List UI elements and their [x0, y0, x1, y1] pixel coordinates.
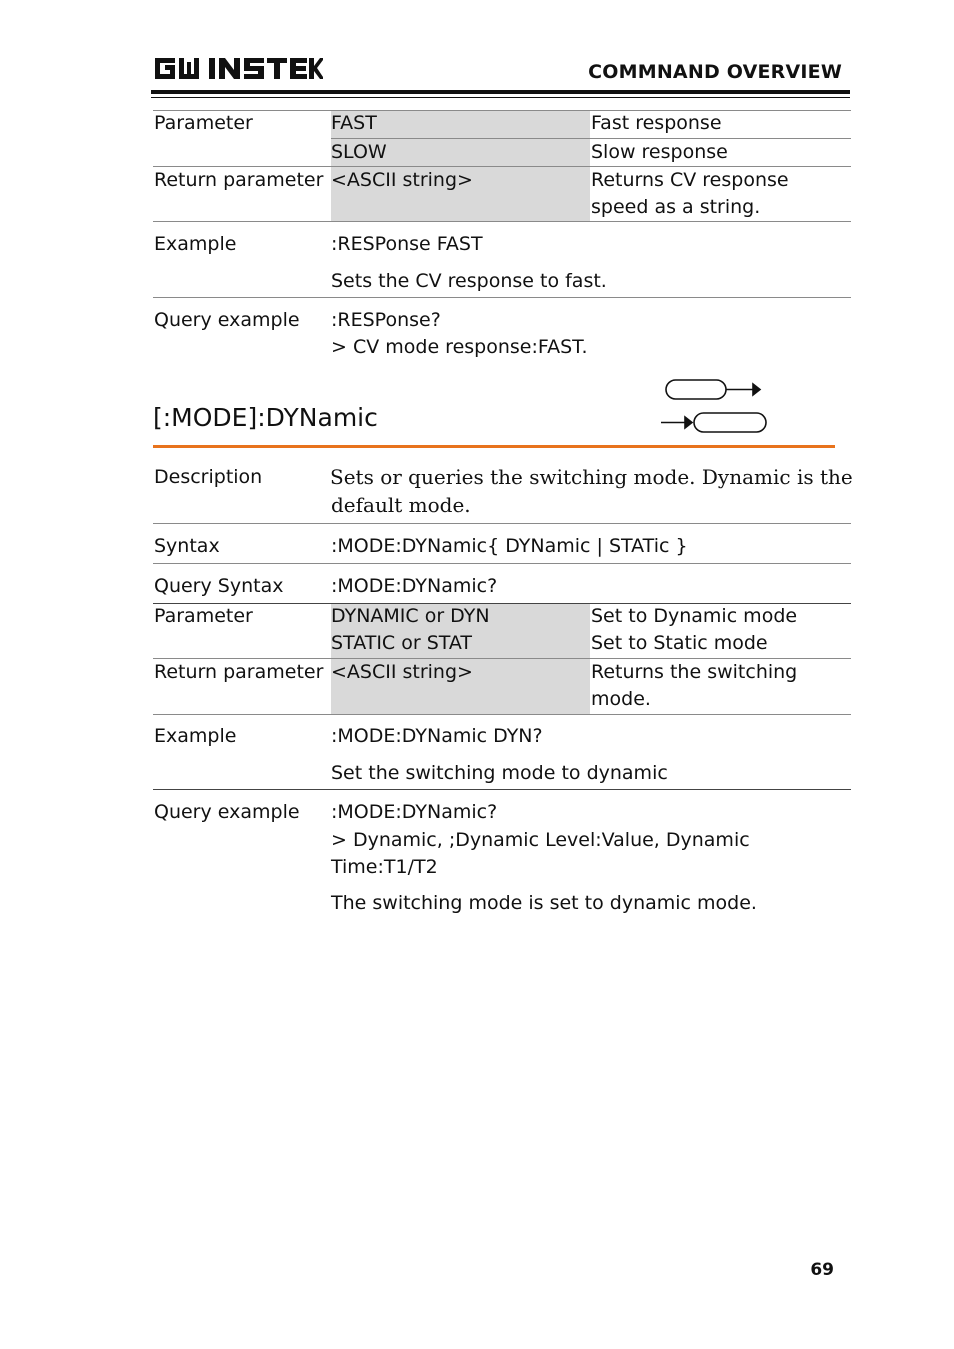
query-example-line: > CV mode response:FAST. — [331, 336, 588, 358]
example-label: Example — [154, 233, 237, 255]
syntax-label: Syntax — [154, 535, 220, 557]
table-line — [153, 789, 851, 790]
table-line — [153, 523, 851, 524]
query-example-line: :RESPonse? — [331, 309, 441, 331]
section-title: [:MODE]:DYNamic — [153, 403, 378, 432]
return-value: <ASCII string> — [331, 661, 473, 683]
param-value: SLOW — [331, 141, 387, 163]
example-label: Example — [154, 725, 237, 747]
table-line — [153, 563, 851, 564]
return-value: <ASCII string> — [331, 169, 473, 191]
table-line — [153, 221, 851, 222]
description-line: Sets or queries the switching mode. Dynamic is the — [330, 465, 853, 489]
query-command-icon — [661, 413, 766, 432]
return-desc-line: Returns CV response — [591, 169, 789, 191]
query-example-label: Query example — [154, 801, 300, 823]
table-line — [153, 297, 851, 298]
gw-instek-logo — [153, 52, 323, 84]
return-label: Return parameter — [154, 661, 324, 683]
return-desc-line: mode. — [591, 688, 651, 710]
query-syntax-label: Query Syntax — [154, 575, 284, 597]
query-example-label: Query example — [154, 309, 300, 331]
table-line — [153, 714, 851, 715]
param-value: DYNAMIC or DYN — [331, 605, 490, 627]
syntax-value: :MODE:DYNamic{ DYNamic | STATic } — [331, 535, 688, 557]
example-desc: Sets the CV response to fast. — [331, 270, 607, 292]
header-rule — [151, 90, 850, 94]
param-desc: Set to Dynamic mode — [591, 605, 798, 627]
set-command-icon — [666, 380, 760, 399]
param-desc: Fast response — [591, 112, 722, 134]
return-label: Return parameter — [154, 169, 324, 191]
parameter-label: Parameter — [154, 605, 253, 627]
param-value: FAST — [331, 112, 377, 134]
return-desc-line: speed as a string. — [591, 196, 761, 218]
param-value: STATIC or STAT — [331, 632, 473, 654]
page-number: 69 — [810, 1260, 834, 1280]
param-desc: Slow response — [591, 141, 728, 163]
example-command: :RESPonse FAST — [331, 233, 483, 255]
set-query-icons — [658, 376, 768, 438]
example-command: :MODE:DYNamic DYN? — [331, 725, 543, 747]
description-label: Description — [154, 466, 263, 488]
return-desc-line: Returns the switching — [591, 661, 798, 683]
query-example-line: :MODE:DYNamic? — [331, 801, 498, 823]
header-title: COMMNAND OVERVIEW — [588, 61, 842, 83]
header-rule-thin — [151, 97, 850, 98]
section-rule — [153, 445, 835, 448]
example-desc: Set the switching mode to dynamic — [331, 762, 668, 784]
query-example-line: Time:T1/T2 — [331, 856, 438, 878]
parameter-label: Parameter — [154, 112, 253, 134]
param-desc: Set to Static mode — [591, 632, 768, 654]
description-line: default mode. — [331, 493, 471, 517]
query-syntax-value: :MODE:DYNamic? — [331, 575, 498, 597]
query-example-desc: The switching mode is set to dynamic mode. — [331, 892, 757, 914]
query-example-line: > Dynamic, ;Dynamic Level:Value, Dynamic — [331, 829, 750, 851]
